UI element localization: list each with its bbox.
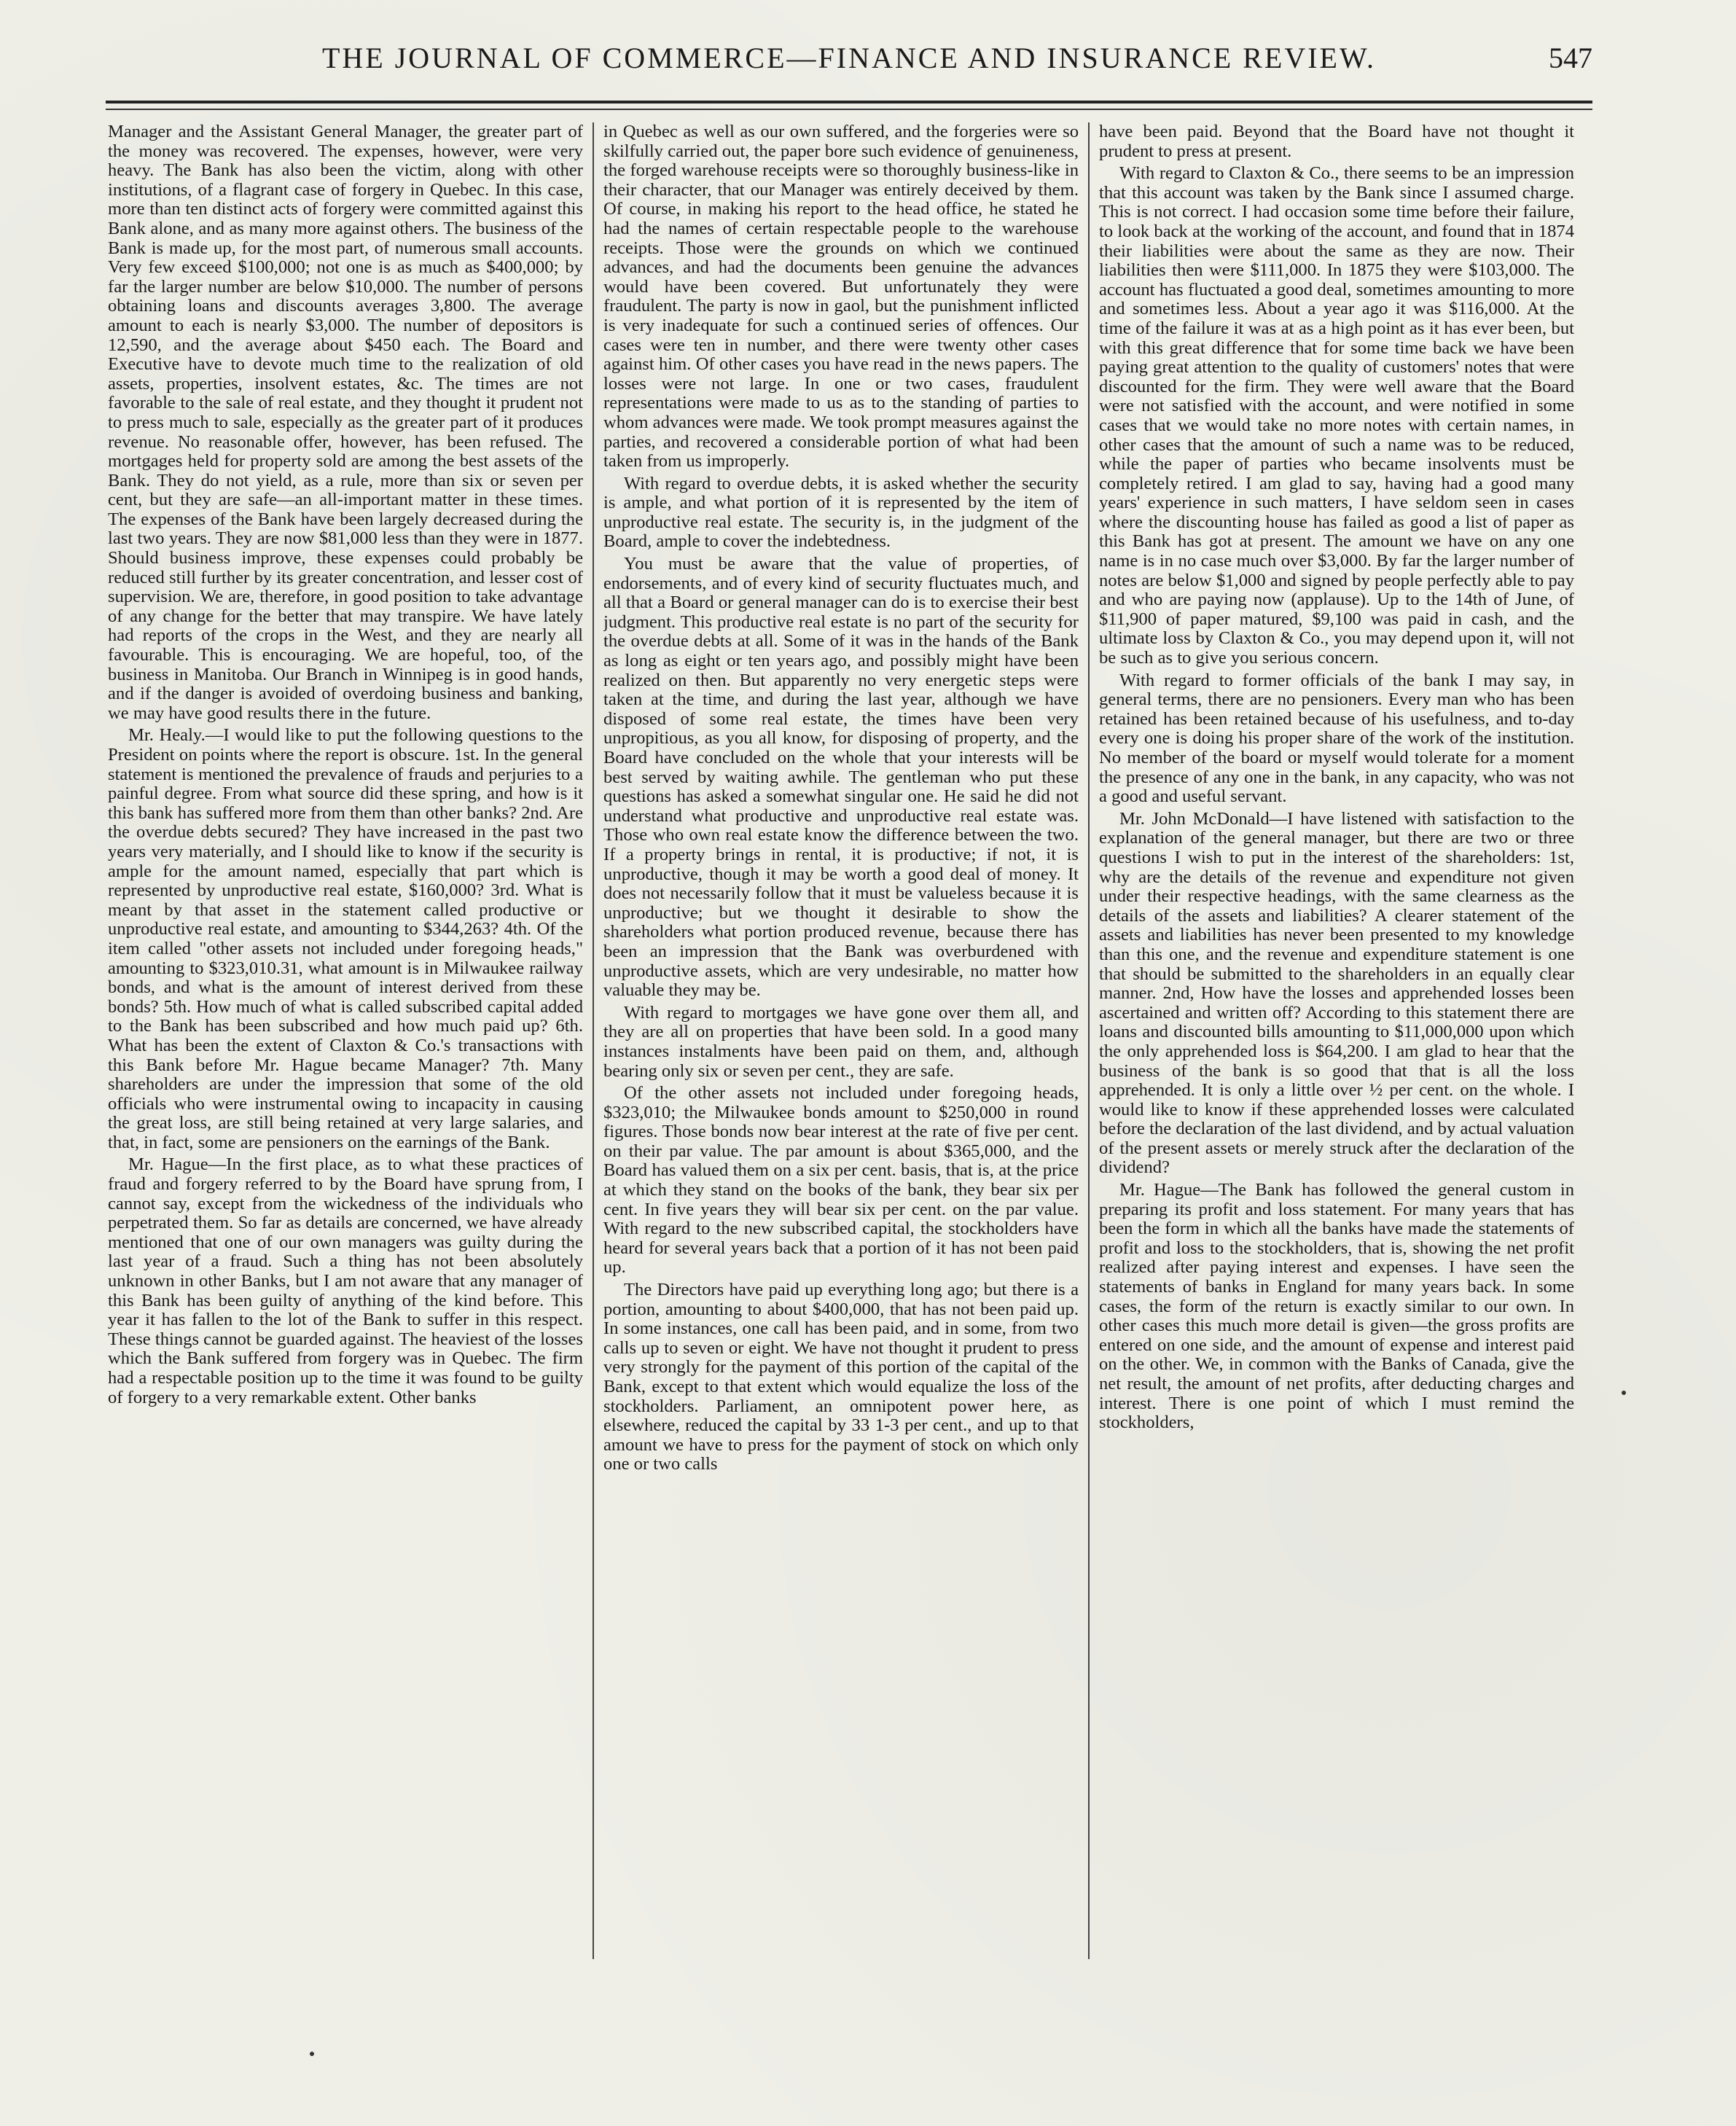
paragraph: Mr. John McDonald—I have listened with satisfaction to the explanation of the general manager, but there are two or three questions I wish to put in the interest of the shareholders: 1st, why are the details of the revenue and expenditure not given under their respective headings, with the same clearness as the details of the assets and liabilities? A clearer statement of the assets and liabilities has never been presented to my knowledge than this one, and the revenue and expenditure statement is one that should be submitted to the shareholders in an equally clear manner. 2nd, How have the losses and apprehended losses been ascertained and written off? According to this statement there are loans and discounted bills amounting to $11,000,000 upon which the only apprehended loss is $64,200. I am glad to hear that the business of the bank is so good that that is all the loss apprehended. It is only a little over ½ per cent. on the whole. I would like to know if these apprehended losses were calculated before the declaration of the last dividend, and by actual valuation of the present assets or merely struck after the declaration of the dividend? xyxy=(1099,808,1574,1178)
paragraph: Mr. Healy.—I would like to put the following questions to the President on points where the report is obscure. 1st. In the general statement is mentioned the prevalence of frauds and perjuries to a painful degree. From what source did these spring, and how is it this bank has suffered more from them than other banks? 2nd. Are the overdue debts secured? They have increased in the past two years very materially, and I should like to know if the security is ample for the amount named, especially that part which is represented by unproductive real estate, $160,000? 3rd. What is meant by that asset in the statement called productive or unproductive real estate, and amounting to $344,263? 4th. Of the item called "other assets not included under foregoing heads," amounting to $323,010.31, what amount is in Milwaukee railway bonds, and what is the amount of interest derived from these bonds? 5th. How much of what is called subscribed capital added to the Bank has been subscribed and how much paid up? 6th. What has been the extent of Claxton & Co.'s transactions with this Bank before Mr. Hague became Manager? 7th. Many shareholders are under the impression that some of the old officials who were instrumental owing to incapacity in causing the great loss, are still being retained at very large salaries, and that, in fact, some are pensioners on the earnings of the Bank. xyxy=(108,725,583,1152)
paragraph: The Directors have paid up everything long ago; but there is a portion, amounting to about $400,000, that has not been paid up. In some instances, one call has been paid, and in some, from two calls up to seven or eight. We have not thought it prudent to press very strongly for the payment of this portion of the capital of the Bank, except to that extent which would equalize the loss of the stockholders. Parliament, an omnipotent power here, as elsewhere, reduced the capital by 33 1-3 per cent., and up to that amount we have to press for the payment of stock on which only one or two calls xyxy=(603,1280,1079,1474)
header-rule-thick xyxy=(106,101,1592,103)
paragraph: in Quebec as well as our own suffered, and the forgeries were so skilfully carried out, the paper bore such evidence of genuineness, the forged warehouse receipts were so thoroughly business-like in their character, that our Manager was entirely deceived by them. Of course, in making his report to the head office, he stated he had the names of certain respectable people to the warehouse receipts. Those were the grounds on which we continued advances, and had the documents been genuine the advances would have been covered. But unfortunately they were fraudulent. The party is now in gaol, but the punishment inflicted is very inadequate for such a continued series of offences. Our cases were ten in number, and there were twenty other cases against him. Of other cases you have read in the news papers. The losses were not large. In one or two cases, fraudulent representations were made to us as to the standing of parties to whom advances were made. We took prompt measures against the parties, and recovered a considerable portion of what had been taken from us improperly. xyxy=(603,122,1079,472)
paragraph: Manager and the Assistant General Manager, the greater part of the money was recovered. The expenses, however, were very heavy. The Bank has also been the victim, along with other institutions, of a flagrant case of forgery in Quebec. In this case, more than ten distinct acts of forgery were committed against this Bank alone, and as many more against others. The business of the Bank is made up, for the most part, of numerous small accounts. Very few exceed $100,000; not one is as much as $400,000; by far the larger number are below $10,000. The number of persons obtaining loans and discounts averages 3,800. The average amount to each is nearly $3,000. The number of depositors is 12,590, and the average about $450 each. The Board and Executive have to devote much time to the realization of old assets, properties, insolvent estates, &c. The times are not favorable to the sale of real estate, and they thought it prudent not to press much to sale, especially as the greater part of it produces revenue. No reasonable offer, however, has been refused. The mortgages held for property sold are among the best assets of the Bank. They do not yield, as a rule, more than six or seven per cent, but they are safe—an all-important matter in these times. The expenses of the Bank have been largely decreased during the last two years. They are now $81,000 less than they were in 1877. Should business improve, these expenses could probably be reduced still further by its greater concentration, and lesser cost of supervision. We are, therefore, in good position to take advantage of any change for the better that may transpire. We have lately had reports of the crops in the West, and they are nearly all favourable. This is encouraging. We are hopeful, too, of the business in Manitoba. Our Branch in Winnipeg is in good hands, and if the danger is avoided of overdoing business and banking, we may have good results there in the future. xyxy=(108,122,583,723)
ink-speck xyxy=(310,2052,314,2056)
header-rule-thin xyxy=(106,109,1592,110)
paragraph: With regard to Claxton & Co., there seems to be an impression that this account was taken by the Bank since I assumed charge. This is not correct. I had occasion some time before their failure, to look back at the working of the account, and found that in 1874 their liabilities were about the same as they are now. Their liabilities then were $111,000. In 1875 they were $103,000. The account has fluctuated a good deal, sometimes amounting to more and sometimes less. About a year ago it was $116,000. At the time of the failure it was at as a high point as it has ever been, but with this great difference that for some time back we have been paying great attention to the quality of customers' notes that were discounted for the firm. They were well aware that the Board were not satisfied with the account, and were notified in some cases that we would take no more notes with certain names, in other cases that the amount of such a name was to be reduced, while the paper of parties who became insolvents must be completely retired. I am glad to say, having had a good many years' experience in such matters, I have seldom seen in cases where the discounting house has failed as good a list of paper as this Bank has got at present. The amount we have on any one name is in no case much over $3,000. By far the larger number of notes are below $1,000 and signed by people perfectly able to pay and who are paying now (applause). Up to the 14th of June, of $11,900 of paper matured, $9,100 was paid in cash, and the ultimate loss by Claxton & Co., you may depend upon it, will not be such as to give you serious concern. xyxy=(1099,163,1574,668)
text-columns xyxy=(108,122,1595,1974)
paragraph: Mr. Hague—The Bank has followed the general custom in preparing its profit and loss statement. For many years that has been the form in which all the banks have made the statements of profit and loss to the stockholders, that is, showing the net profit realized after paying interest and expenses. I have seen the statements of banks in England for many years back. In some cases, the form of the return is exactly similar to our own. In other cases this much more detail is given—the gross profits are entered on one side, and the amount of expense and interest paid on the other. We, in common with the Banks of Canada, give the net result, the amount of net profits, after deducting charges and interest. There is one point of which I must remind the stockholders, xyxy=(1099,1180,1574,1433)
paragraph: Of the other assets not included under foregoing heads, $323,010; the Milwaukee bonds amount to $250,000 in round figures. Those bonds now bear interest at the rate of five per cent. on their par value. The par amount is about $365,000, and the Board has valued them on a six per cent. basis, that is, at the price at which they stand on the books of the bank, they bear six per cent. In five years they will bear six per cent. on the par value. With regard to the new subscribed capital, the stockholders have heard for several years back that a portion of it has not been paid up. xyxy=(603,1083,1079,1278)
paragraph: have been paid. Beyond that the Board have not thought it prudent to press at present. xyxy=(1099,122,1574,161)
running-title: THE JOURNAL OF COMMERCE—FINANCE AND INSURANCE REVIEW. xyxy=(321,42,1377,74)
page-header xyxy=(106,41,1592,106)
paragraph: Mr. Hague—In the first place, as to what these practices of fraud and forgery referred to by the Board have sprung from, I cannot say, except from the wickedness of the individuals who perpetrated them. So far as details are concerned, we have already mentioned that one of our own managers was guilty during the last year of a fraud. Such a thing has not been absolutely unknown in other Banks, but I am not aware that any manager of this Bank has been guilty of anything of the kind before. This year it has fallen to the lot of the Bank to suffer in this respect. These things cannot be guarded against. The heaviest of the losses which the Bank suffered from forgery was in Quebec. The firm had a respectable position up to the time it was found to be guilty of forgery to a very remarkable extent. Other banks xyxy=(108,1154,583,1407)
column-3 xyxy=(1099,122,1574,1974)
column-1 xyxy=(108,122,583,1974)
paragraph: You must be aware that the value of properties, of endorsements, and of every kind of security fluctuates much, and all that a Board or general manager can do is to exercise their best judgment. This productive real estate is no part of the security for the overdue debts at all. Some of it was in the hands of the Bank as long as eight or ten years ago, and possibly might have been realized on then. But apparently no very energetic steps were taken at the time, and during the last year, although we have disposed of some real estate, the times have been very unpropitious, as you all know, for disposing of property, and the Board have concluded on the whole that your interests will be best served by waiting awhile. The gentleman who put these questions has asked a somewhat singular one. He said he did not understand what productive and unproductive real estate was. Those who own real estate know the difference between the two. If a property brings in rental, it is productive; if not, it is unproductive, though it may be worth a good deal of money. It does not necessarily follow that it must be valueless because it is unproductive; but we thought it desirable to show the shareholders what portion produced revenue, because there has been an impression that the Bank was overburdened with unproductive assets, which are very undesirable, no matter how valuable they may be. xyxy=(603,554,1079,1001)
paragraph: With regard to mortgages we have gone over them all, and they are all on properties that have been sold. In a good many instances instalments have been paid on them, and, although bearing only six or seven per cent., they are safe. xyxy=(603,1002,1079,1081)
column-2 xyxy=(603,122,1079,1974)
paragraph: With regard to overdue debts, it is asked whether the security is ample, and what portion of it is represented by the item of unproductive real estate. The security is, in the judgment of the Board, ample to cover the indebtedness. xyxy=(603,473,1079,552)
ink-speck xyxy=(1622,1391,1626,1395)
page-number: 547 xyxy=(1549,42,1592,74)
paragraph: With regard to former officials of the bank I may say, in general terms, there are no pensioners. Every man who has been retained has been retained because of his usefulness, and to-day every one is doing his proper share of the work of the institution. No member of the board or myself would tolerate for a moment the presence of any one in the bank, in any capacity, who was not a good and useful servant. xyxy=(1099,670,1574,807)
